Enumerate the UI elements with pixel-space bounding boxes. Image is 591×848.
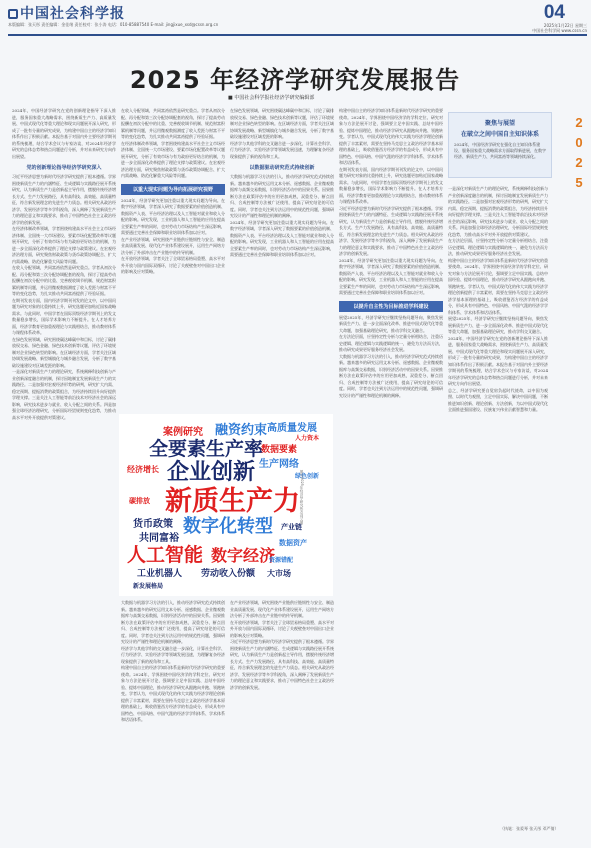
paragraph: 一是深化对新质生产力的理论研究，系统阐释科技创新与产业创新深度融合的机制，探讨因地制宜发展新质生产力的实践路径。二是加强对宏观经济形势的研判，研究扩大内需、稳定预期、提振消费的政策组合，为经济持续回升向好提供学理支撑。三是关注人工智能等前沿技术对经济社会的深远影响，研究技术进步与就业、收入分配之间的关系。四是加强全球经济治理研究，分析国际经贸规则变化趋势，为推动高水平对外开放提供对策建议。 bbox=[448, 186, 548, 237]
website-line: 中国社会科学网 www.cssn.cn bbox=[532, 28, 587, 33]
paragraph: 2024年，经济学研究更加注重以重大现实问题为导向。在数字经济领域，学者深入研究了数据要素的价值创造机制、数据资产入表、平台经济治理以及人工智能对就业和收入分配的影响。研究发现，工业机器人和人工智能的应用在提高全要素生产率的同时，也对劳动力市场结构产生深远影响，需要通过完善社会保障和职业培训体系加以应对。 bbox=[230, 219, 334, 257]
paragraph: 习近平经济思想为新时代经济学研究提供了根本遵循。学界围绕新质生产力的内涵特征、生成逻辑与实践路径展开系统研究，认为新质生产力是创新起主导作用，摆脱传统经济增长方式、生产力发展路径，具有高科技、高效能、高质量特征，符合新发展理念的先进生产力质态。相关研究从政治经济学、发展经济学等多学科视角，深入阐释了发展新质生产力的理论意义和实践要求，推动了中国特色社会主义政治经济学的创新发展。 bbox=[230, 639, 334, 690]
cloud-word: 数字化转型 bbox=[183, 516, 273, 537]
cloud-word: 产业链 bbox=[281, 523, 302, 531]
section-heading: 以提升自主性为目标推进学科建设 bbox=[339, 301, 443, 312]
cloud-word: 新质生产力 bbox=[165, 486, 300, 517]
paragraph: 2024年，中国经济学研究在党的创新理论指导下深入推进，服务国家重大战略需求，围绕新质生产力、高质量发展、中国式现代化等重大理论和现实问题展开深入研究，形成了一批有分量的研究成果，为构建中国自主的经济学知识体系作出了积极贡献。本报告基于对国内外主要经济学期刊的系统梳理，结合学术会议与专家访谈，对2024年经济学研究的总体态势和热点问题进行分析，并对未来研究方向作出展望。 bbox=[448, 335, 548, 386]
cloud-word: 绿色创新 bbox=[295, 473, 320, 480]
section-heading: 以重大现实问题为导向拓展研究视野 bbox=[121, 184, 225, 195]
paragraph: 在经济体制改革领域，学者围绕构建高水平社会主义市场经济体制、全国统一大市场建设、要素市场化配置改革等议题展开研究，分析了有效市场与有为政府更好结合的机制，为进一步全面深化改革提供了理论支撑与政策建议。在宏观经济治理方面，研究聚焦财政政策与货币政策协调配合、扩大内需战略、防范化解重大风险等问题。 bbox=[121, 140, 225, 178]
year-digit: 5 bbox=[575, 175, 583, 190]
article-byline: ■ 中国社会科学报社经济学研究编辑部 bbox=[228, 95, 315, 101]
paragraph: 总之，经济学研究要自觉肩负起时代使命，以中国为观照、以时代为观照，立足中国实际，解决中国问题，不断推进知识创新、理论创新、方法创新，为以中国式现代化全面推进强国建设、民族复兴伟业贡献智慧和力量。 bbox=[448, 387, 548, 412]
figure-caption: 图为2025年经济学研究热点词云图 bbox=[300, 470, 304, 525]
paragraph: 2024年，经济学研究更加注重以重大现实问题为导向。在数字经济领域，学者深入研究了数据要素的价值创造机制、数据资产入表、平台经济治理以及人工智能对就业和收入分配的影响。研究发现，工业机器人和人工智能的应用在提高全要素生产率的同时，也对劳动力市场结构产生深远影响，需要通过完善社会保障和职业培训体系加以应对。 bbox=[121, 197, 225, 235]
sidebar-card bbox=[448, 112, 552, 178]
paragraph: 构建中国自主的经济学知识体系是新时代经济学研究的重要使命。2024年，学界围绕中国经济学的学科定位、研究对象与方法论展开讨论，强调要立足中国实践、总结中国经验、提炼中国理论，推动经济学研究从跟跑向并跑、领跑转变。学者认为，中国式现代化的伟大实践为经济学理论创新提供了丰富素材，需要在坚持马克思主义政治经济学基本原理的基础上，吸收借鉴西方经济学的有益成分，形成具有中国特色、中国风格、中国气派的经济学学科体系、学术体系和话语体系。 bbox=[121, 665, 225, 722]
column-5 bbox=[448, 186, 548, 822]
paragraph: 在绿色发展领域，研究围绕碳达峰碳中和目标，讨论了碳排放权交易、绿色金融、绿色技术创新等议题，评估了环境规制对企业绿色转型的影响。在区域经济方面，学者关注区域协调发展战略、新型城镇化与城乡融合发展，分析了数字基础设施建设对区域差距的影响。 bbox=[12, 336, 116, 368]
paragraph: 在开放经济领域，学者关注了全球贸易格局重塑、高水平对外开放与国内国际双循环，讨论了关税壁垒对中国出口企业的影响及应对策略。 bbox=[121, 256, 225, 274]
section-heading: 以数据驱动研究范式持续创新 bbox=[249, 165, 315, 171]
cloud-word: 工业机器人 bbox=[137, 569, 183, 579]
article-headline: 2025 年经济学研究发展报告 bbox=[129, 66, 461, 94]
card-body: 2024年，中国经济学研究在强化自主知识体系建设、服务国家重大战略需求方面取得新进展，在数字经济、新质生产力、共同富裕等领域持续深化。 bbox=[454, 142, 546, 159]
paragraph: 在方法论层面，应坚持定性分析与定量分析相结合，注重历史逻辑、理论逻辑与实践逻辑的统一，避免为方法而方法，推动研究成果更好服务经济社会发展。 bbox=[448, 238, 548, 256]
paragraph: 2024年，中国经济学研究在党的创新理论指导下深入推进，服务国家重大战略需求，围绕新质生产力、高质量发展、中国式现代化等重大理论和现实问题展开深入研究，形成了一批有分量的研究成果，为构建中国自主的经济学知识体系作出了积极贡献。本报告基于对国内外主要经济学期刊的系统梳理，结合学术会议与专家访谈，对2024年经济学研究的总体态势和热点问题进行分析，并对未来研究方向作出展望。 bbox=[12, 108, 116, 159]
column-4 bbox=[339, 108, 443, 836]
cloud-word: 人工智能 bbox=[127, 544, 204, 566]
masthead-divider bbox=[8, 34, 587, 36]
paragraph: 展望2025年，经济学研究应继续坚持问题导向，聚焦发展新质生产力、进一步全面深化改革、推进中国式现代化等重大命题，加强基础理论研究，推动学科交叉融合。 bbox=[448, 316, 548, 334]
paragraph: 经济学与其他学科的交叉融合进一步深化，计算社会科学、行为经济学、实验经济学等领域发展迅速，为理解复杂经济现象提供了新的视角和工具。 bbox=[121, 645, 225, 664]
cloud-word: 人力资本 bbox=[295, 435, 320, 442]
paragraph: 大数据与机器学习方法的引入，推动经济学研究范式持续创新。越来越多的研究运用文本分析、遥感数据、企业微观数据库与高频交易数据，识别经济活动中的因果关系。因果推断方法在政策评估中的应用更加成熟，双重差分、断点回归、合成控制等方法被广泛使用，提高了研究结论的可信度。同时，学者也关注到方法运用中的规范性问题，强调研究设计的严谨性和理论机制的阐释。 bbox=[121, 600, 225, 644]
paragraph: 大数据与机器学习方法的引入，推动经济学研究范式持续创新。越来越多的研究运用文本分析、遥感数据、企业微观数据库与高频交易数据，识别经济活动中的因果关系。因果推断方法在政策评估中的应用更加成熟，双重差分、断点回归、合成控制等方法被广泛使用，提高了研究结论的可信度。同时，学者也关注到方法运用中的规范性问题，强调研究设计的严谨性和理论机制的阐释。 bbox=[230, 174, 334, 218]
cloud-word: 货币政策 bbox=[133, 519, 173, 530]
cloud-word: 融资约束 bbox=[215, 423, 268, 438]
paragraph: 构建中国自主的经济学知识体系是新时代经济学研究的重要使命。2024年，学界围绕中国经济学的学科定位、研究对象与方法论展开讨论，强调要立足中国实践、总结中国经验、提炼中国理论，推动经济学研究从跟跑向并跑、领跑转变。学者认为，中国式现代化的伟大实践为经济学理论创新提供了丰富素材，需要在坚持马克思主义政治经济学基本原理的基础上，吸收借鉴西方经济学的有益成分，形成具有中国特色、中国风格、中国气派的经济学学科体系、学术体系和话语体系。 bbox=[448, 257, 548, 315]
paragraph: 展望2025年，经济学研究应继续坚持问题导向，聚焦发展新质生产力、进一步全面深化改革、推进中国式现代化等重大命题，加强基础理论研究，推动学科交叉融合。 bbox=[339, 314, 443, 333]
column-3 bbox=[230, 108, 334, 414]
logo-text: 中国社会科学报 bbox=[20, 6, 125, 22]
paragraph: 在产业经济领域，研究围绕产业链供应链韧性与安全、制造业高质量发展、现代化产业体系建设展开，运用生产网络方法分析了外部冲击在产业链中的传导机制。 bbox=[121, 236, 225, 255]
column-1 bbox=[12, 108, 116, 836]
column-2-lower bbox=[121, 600, 225, 836]
paragraph: 在期刊发表方面，国内经济学期刊刊发的论文中，以中国问题为研究对象的比重持续上升，研究选题更加贴近国家战略需求。与此同时，中国学者在国际顶级经济学期刊上的发文数量稳步增长，国际学术影响力不断提升。在人才培养方面，经济学教育更加重视理论与实践相结合，推动教材体系与课程体系改革。 bbox=[339, 166, 443, 204]
cloud-word: 企业创新 bbox=[167, 460, 256, 485]
paragraph: 习近平经济思想为新时代经济学研究提供了根本遵循。学界围绕新质生产力的内涵特征、生成逻辑与实践路径展开系统研究，认为新质生产力是创新起主导作用，摆脱传统经济增长方式、生产力发展路径，具有高科技、高效能、高质量特征，符合新发展理念的先进生产力质态。相关研究从政治经济学、发展经济学等多学科视角，深入阐释了发展新质生产力的理论意义和实践要求，推动了中国特色社会主义政治经济学的创新发展。 bbox=[12, 174, 116, 225]
paragraph: 在期刊发表方面，国内经济学期刊刊发的论文中，以中国问题为研究对象的比重持续上升，研究选题更加贴近国家战略需求。与此同时，中国学者在国际顶级经济学期刊上的发文数量稳步增长，国际学术影响力不断提升。在人才培养方面，经济学教育更加重视理论与实践相结合，推动教材体系与课程体系改革。 bbox=[12, 297, 116, 335]
year-digit: 2 bbox=[575, 155, 583, 170]
column-2 bbox=[121, 108, 225, 414]
masthead bbox=[0, 0, 591, 40]
paragraph: 在收入分配领域，共同富裕依然是研究重点。学者从初次分配、再分配和第三次分配协调配套的视角，探讨了提高劳动报酬在初次分配中的比重、完善税收调节机制、规范财富积累机制等问题，并运用微观数据测度了收入差距与财富不平等的变化趋势，为扎实推动共同富裕提供了经验证据。 bbox=[121, 108, 225, 139]
paragraph: 在产业经济领域，研究围绕产业链供应链韧性与安全、制造业高质量发展、现代化产业体系建设展开，运用生产网络方法分析了外部冲击在产业链中的传导机制。 bbox=[230, 600, 334, 618]
card-title: 聚焦与展望 bbox=[484, 120, 515, 127]
cloud-word: 大市场 bbox=[267, 569, 291, 578]
author-signature: （执笔：张爱琴 张天彤 邓严倩） bbox=[500, 826, 559, 831]
column-3-lower bbox=[230, 600, 334, 836]
cloud-word: 案例研究 bbox=[163, 427, 203, 438]
year-vertical-tab bbox=[571, 114, 587, 194]
paragraph: 在开放经济领域，学者关注了全球贸易格局重塑、高水平对外开放与国内国际双循环，讨论了关税壁垒对中国出口企业的影响及应对策略。 bbox=[230, 619, 334, 638]
paragraph: 在经济体制改革领域，学者围绕构建高水平社会主义市场经济体制、全国统一大市场建设、要素市场化配置改革等议题展开研究，分析了有效市场与有为政府更好结合的机制，为进一步全面深化改革提供了理论支撑与政策建议。在宏观经济治理方面，研究聚焦财政政策与货币政策协调配合、扩大内需战略、防范化解重大风险等问题。 bbox=[12, 226, 116, 264]
cloud-word: 全要素生产率 bbox=[149, 438, 264, 460]
paragraph: 大数据与机器学习方法的引入，推动经济学研究范式持续创新。越来越多的研究运用文本分析、遥感数据、企业微观数据库与高频交易数据，识别经济活动中的因果关系。因果推断方法在政策评估中的应用更加成熟，双重差分、断点回归、合成控制等方法被广泛使用，提高了研究结论的可信度。同时，学者也关注到方法运用中的规范性问题，强调研究设计的严谨性和理论机制的阐释。 bbox=[339, 353, 443, 398]
date-line: 2025年1月22日 星期三 bbox=[543, 23, 587, 28]
year-digit: 0 bbox=[575, 135, 583, 150]
year-digit: 2 bbox=[575, 115, 583, 130]
page-number: 04 bbox=[543, 2, 565, 23]
cloud-word: 数据要素 bbox=[261, 445, 298, 455]
paragraph: 构建中国自主的经济学知识体系是新时代经济学研究的重要使命。2024年，学界围绕中国经济学的学科定位、研究对象与方法论展开讨论，强调要立足中国实践、总结中国经验、提炼中国理论，推动经济学研究从跟跑向并跑、领跑转变。学者认为，中国式现代化的伟大实践为经济学理论创新提供了丰富素材，需要在坚持马克思主义政治经济学基本原理的基础上，吸收借鉴西方经济学的有益成分，形成具有中国特色、中国风格、中国气派的经济学学科体系、学术体系和话语体系。 bbox=[339, 108, 443, 165]
cloud-word: 共同富裕 bbox=[139, 533, 179, 544]
cloud-word: 新发展格局 bbox=[133, 583, 164, 590]
cloud-word: 经济增长 bbox=[127, 465, 159, 474]
newspaper-logo bbox=[8, 3, 125, 23]
paragraph: 经济学与其他学科的交叉融合进一步深化，计算社会科学、行为经济学、实验经济学等领域发展迅速，为理解复杂经济现象提供了新的视角和工具。 bbox=[230, 140, 334, 159]
cloud-word: 高质量发展 bbox=[267, 423, 317, 434]
cloud-word: 数据资产 bbox=[279, 539, 307, 547]
editor-credits: 本版编辑：张天彤 责任编辑：金佳绪 责任校对：张小涛 电话：010-85887540 E-mail: jingjixue_xsd@cssn.org.cn bbox=[8, 22, 219, 27]
issue-date bbox=[532, 23, 587, 33]
cloud-word: 碳排放 bbox=[129, 497, 150, 505]
logo-mark-icon bbox=[8, 9, 18, 19]
section-heading: 党的创新理论指导经济学研究深入 bbox=[26, 165, 102, 171]
paragraph: 2024年，经济学研究更加注重以重大现实问题为导向。在数字经济领域，学者深入研究了数据要素的价值创造机制、数据资产入表、平台经济治理以及人工智能对就业和收入分配的影响。研究发现，工业机器人和人工智能的应用在提高全要素生产率的同时，也对劳动力市场结构产生深远影响，需要通过完善社会保障和职业培训体系加以应对。 bbox=[339, 257, 443, 295]
cloud-word: 劳动收入份额 bbox=[201, 569, 256, 579]
cloud-word: 数字经济 bbox=[211, 546, 276, 565]
paragraph: 在绿色发展领域，研究围绕碳达峰碳中和目标，讨论了碳排放权交易、绿色金融、绿色技术创新等议题，评估了环境规制对企业绿色转型的影响。在区域经济方面，学者关注区域协调发展战略、新型城镇化与城乡融合发展，分析了数字基础设施建设对区域差距的影响。 bbox=[230, 108, 334, 139]
paragraph: 在方法论层面，应坚持定性分析与定量分析相结合，注重历史逻辑、理论逻辑与实践逻辑的统一，避免为方法而方法，推动研究成果更好服务经济社会发展。 bbox=[339, 334, 443, 352]
card-subtitle: 在破立之间中国自主知识体系 bbox=[460, 131, 539, 138]
cloud-word: 生产网络 bbox=[259, 459, 299, 470]
paragraph: 习近平经济思想为新时代经济学研究提供了根本遵循。学界围绕新质生产力的内涵特征、生成逻辑与实践路径展开系统研究，认为新质生产力是创新起主导作用，摆脱传统经济增长方式、生产力发展路径，具有高科技、高效能、高质量特征，符合新发展理念的先进生产力质态。相关研究从政治经济学、发展经济学等多学科视角，深入阐释了发展新质生产力的理论意义和实践要求，推动了中国特色社会主义政治经济学的创新发展。 bbox=[339, 205, 443, 256]
paragraph: 一是深化对新质生产力的理论研究，系统阐释科技创新与产业创新深度融合的机制，探讨因地制宜发展新质生产力的实践路径。二是加强对宏观经济形势的研判，研究扩大内需、稳定预期、提振消费的政策组合，为经济持续回升向好提供学理支撑。三是关注人工智能等前沿技术对经济社会的深远影响，研究技术进步与就业、收入分配之间的关系。四是加强全球经济治理研究，分析国际经贸规则变化趋势，为推动高水平对外开放提供对策建议。 bbox=[12, 369, 116, 420]
paragraph: 在收入分配领域，共同富裕依然是研究重点。学者从初次分配、再分配和第三次分配协调配套的视角，探讨了提高劳动报酬在初次分配中的比重、完善税收调节机制、规范财富积累机制等问题，并运用微观数据测度了收入差距与财富不平等的变化趋势，为扎实推动共同富裕提供了经验证据。 bbox=[12, 265, 116, 296]
cloud-word: 资源错配 bbox=[269, 557, 294, 564]
